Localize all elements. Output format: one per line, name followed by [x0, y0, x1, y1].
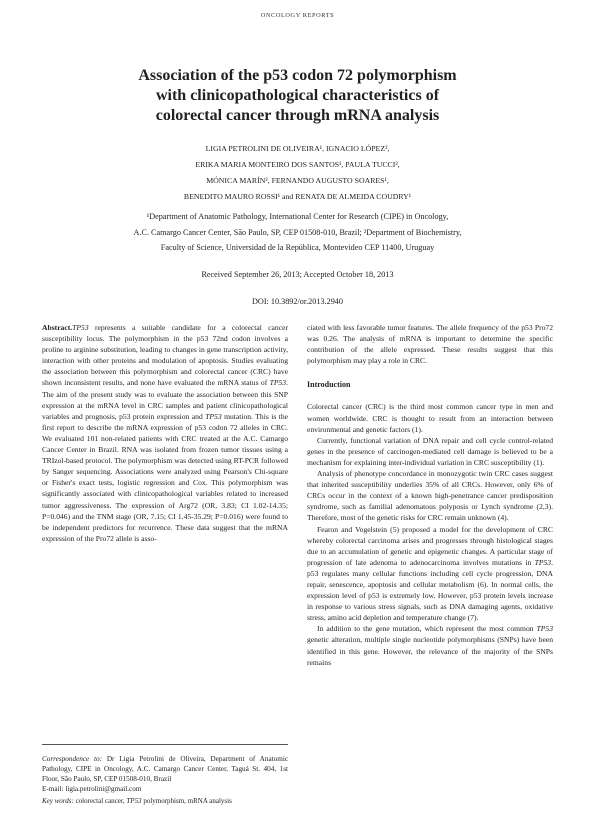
footnote-divider — [42, 744, 288, 745]
abstract-continued: ciated with less favorable tumor features. The allele frequency of the p53 Pro72 was 0.26. The analysis of mRNA is important to determine the specific contribution of the allele expressed. These results suggest that this polymorphism may play a role in CRC. — [307, 323, 553, 366]
intro-paragraph: Colorectal cancer (CRC) is the third most common cancer type in men and women worldwide. CRC is thought to result from an interaction between environmental and genetic factors (1). — [307, 402, 553, 434]
affiliation-line: A.C. Camargo Cancer Center, São Paulo, SP, CEP 01508-010, Brazil; ²Department of Biochemistry, — [133, 227, 462, 237]
received-accepted-dates: Received September 26, 2013; Accepted October 18, 2013 — [201, 270, 394, 279]
right-column — [307, 322, 553, 668]
intro-paragraph: Currently, functional variation of DNA repair and cell cycle control-related genes in the presence of carcinogen-mediated cell damage is believed to be a mechanism for explaining inter-individual variation in CRC susceptibility (1). — [307, 435, 553, 467]
title-line: Association of the p53 codon 72 polymorphism — [138, 67, 457, 84]
left-column — [42, 322, 288, 544]
gene-name: TP53 — [534, 557, 552, 567]
intro-paragraph: Analysis of phenotype concordance in monozygotic twin CRC cases suggest that inherited susceptibility underlies 35% of all CRCs. However, only 6% of CRCs occur in the context of a known high-penetrance cancer predisposition syndrome, such as familial adenomatous polyposis or Lynch syndrome (2,3). Therefore, most of the genetic risks for CRC remain unknown (4). — [307, 469, 553, 523]
gene-name: TP53 — [72, 323, 89, 332]
abstract — [42, 322, 288, 544]
gene-name: TP53 — [205, 411, 222, 421]
keywords-text: polymorphism, mRNA analysis — [141, 797, 232, 805]
abstract-label: Abstract. — [42, 323, 73, 332]
gene-name: TP53 — [536, 624, 553, 634]
gene-name: TP53 — [269, 378, 287, 388]
affiliation-line: Faculty of Science, Universidad de la República, Montevideo CEP 11400, Uruguay — [160, 243, 435, 252]
abstract-text: represents a suitable candidate for a colorectal cancer susceptibility locus. The polymorphism in the p53 72nd codon involves a proline to arginine substitution, leading to changes in gene transcription activity, interaction with other proteins and modulation of apoptosis. Studies evaluating the association between this polymorphism and colorectal cancer (CRC) have shown inconsistent results, and none have evaluated the mRNA status of — [42, 323, 288, 388]
keywords-label: Key words: — [42, 797, 74, 805]
section-heading: Introduction — [307, 380, 351, 390]
article-title — [60, 66, 535, 126]
title-line: with clinicopathological characteristics of — [155, 87, 440, 104]
doi[interactable]: DOI: 10.3892/or.2013.2940 — [252, 297, 343, 306]
abstract-text: . The aim of the present study was to evaluate the association between this SNP expression at the mRNA level in CRC samples and patient clinicopathological variables and prognosis, p53 protein expression and — [42, 378, 288, 421]
author-line: MÓNICA MARÍN², FERNANDO AUGUSTO SOARES¹, — [206, 176, 389, 185]
author-line: ERIKA MARIA MONTEIRO DOS SANTOS¹, PAULA TUCCI², — [195, 160, 400, 169]
intro-paragraph — [307, 524, 553, 624]
running-head: ONCOLOGY REPORTS — [260, 12, 335, 19]
keywords-text: colorectal cancer, — [73, 797, 127, 805]
correspondence-note — [42, 754, 288, 794]
correspondence-label: Correspondence to: — [42, 755, 103, 763]
author-line: BENEDITO MAURO ROSSI¹ and RENATA DE ALMEIDA COUDRY¹ — [183, 192, 412, 201]
intro-text: Fearon and Vogelstein (5) proposed a model for the development of CRC whereby colorectal carcinoma arises and progresses through histological stages due to an accumulation of genetic and epigenetic changes. A particular stage of progression of late adenoma to adenocarcinoma involves mutations in — [307, 524, 553, 567]
intro-text: . p53 regulates many cellular functions including cell cycle progression, DNA repair, senescence, apoptosis and cellular metabolism (6). In normal cells, the expression level of p53 is extremely low. However, p53 protein levels increase in response to various stress signals, such as DNA damaging agents, oxidative stress, amino acid depletion and temperature change (7). — [307, 557, 553, 623]
affiliations — [40, 209, 555, 256]
gene-name: TP53 — [126, 797, 142, 805]
abstract-text: mutation. This is the first report to describe the mRNA expression of p53 codon 72 alleles in CRC. We evaluated 101 non-related patients with CRC treated at the A.C. Camargo Cancer Center in Brazil. RNA was isolated from frozen tumor tissues using a TRIzol-based protocol. The polymorphism was detected using RT-PCR followed by Sanger sequencing. Associations were analyzed using Pearson's Chi-square or Fisher's exact tests, logistic regression and Cox. This polymorphism was significantly associated with clinicopathological variables related to increased tumor aggressiveness. The expression of Arg72 (OR, 3.83; CI 1.02-14.35; P=0.046) and the TNM stage (OR, 7.15; CI 1.45-35.29; P=0.016) were found to be independent predictors for recurrence. These data suggest that the mRNA expression of the Pro72 allele is asso- — [42, 411, 288, 543]
author-list — [60, 141, 535, 205]
correspondence-email[interactable]: E-mail: ligia.petrolini@gmail.com — [42, 785, 142, 793]
intro-text: genetic alteration, multiple single nucleotide polymorphisms (SNPs) have been identified in this gene. However, the relevance of the majority of the SNPs remains — [307, 635, 553, 667]
author-line: LIGIA PETROLINI DE OLIVEIRA¹, IGNACIO LÓPEZ², — [205, 144, 390, 153]
title-line: colorectal cancer through mRNA analysis — [155, 107, 440, 124]
intro-paragraph — [307, 623, 553, 667]
intro-text: In addition to the gene mutation, which represent the most common — [317, 624, 537, 634]
keywords — [42, 797, 288, 806]
correspondence-text: Dr Ligia Petrolini de Oliveira, Department of Anatomic Pathology, CIPE in Oncology, A.C. Camargo Cancer Center, Taguá St. 404, 1st Floor, São Paulo, SP, CEP 01508-010, Brazil — [42, 755, 289, 783]
affiliation-line: ¹Department of Anatomic Pathology, International Center for Research (CIPE) in Oncology, — [146, 212, 449, 221]
